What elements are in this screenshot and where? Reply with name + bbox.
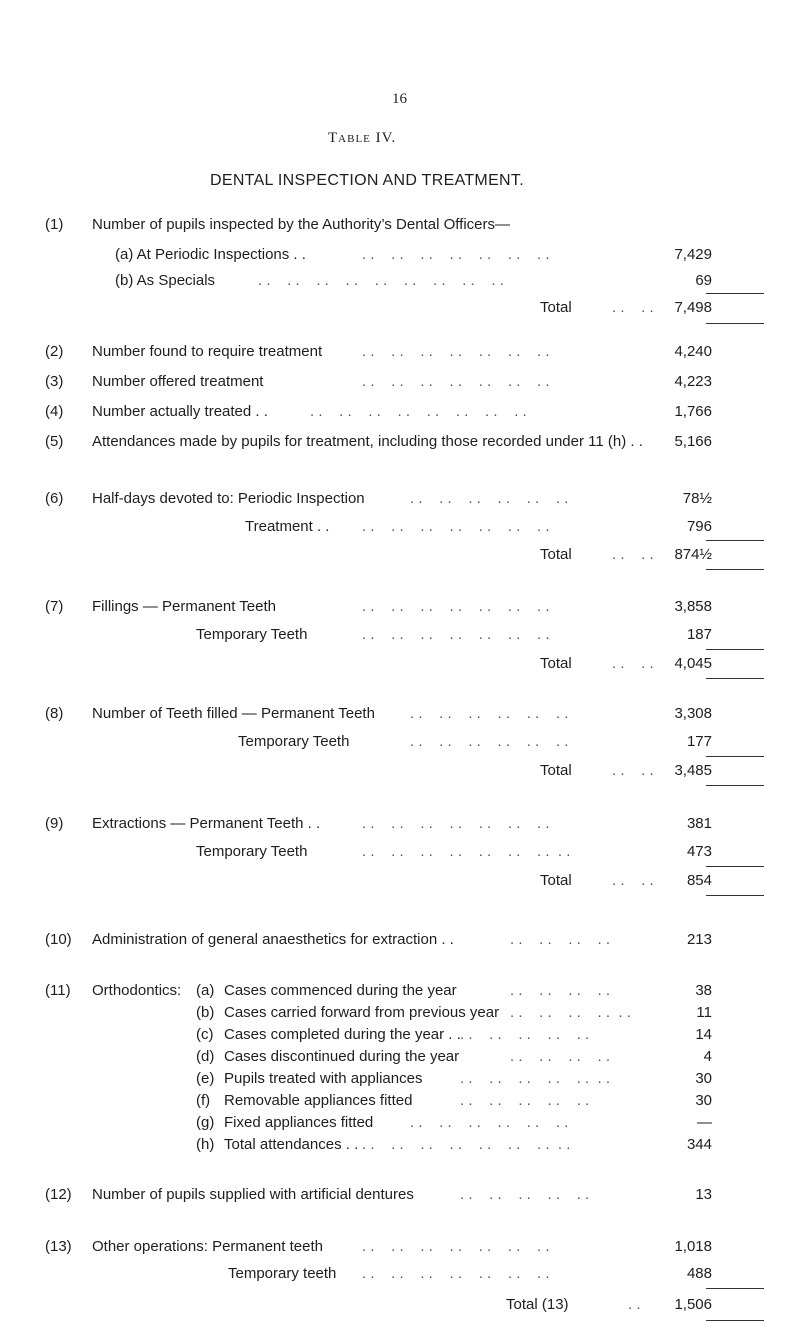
row-8-temporary [0, 733, 800, 755]
row-12 [0, 1186, 800, 1208]
total-label: Total [540, 546, 572, 563]
item-letter: (e) [196, 1070, 215, 1087]
row-value: 7,429 [674, 246, 712, 263]
total-rule [706, 569, 764, 570]
sum-rule [706, 649, 764, 650]
item-number: (2) [45, 343, 64, 360]
leader-dots: . . . . . . . . . . . . [460, 1070, 611, 1087]
row-11-d [0, 1048, 800, 1070]
leader-dots: . . . . [612, 872, 654, 889]
row-5 [0, 433, 800, 455]
row-value: 4,223 [674, 373, 712, 390]
row-label: (b) As Specials [115, 272, 216, 289]
item-label: Cases discontinued during the year [224, 1048, 460, 1065]
row-11-h [0, 1136, 800, 1158]
item-letter: (h) [196, 1136, 215, 1153]
row-value: 30 [695, 1092, 712, 1109]
total-value: 4,045 [674, 655, 712, 672]
sum-rule [706, 293, 764, 294]
item-number: (7) [45, 598, 64, 615]
row-value: 4 [703, 1048, 712, 1065]
total-label: Total (13) [506, 1296, 569, 1313]
row-1-total [0, 299, 800, 321]
row-value: 11 [696, 1004, 712, 1021]
row-11-g [0, 1114, 800, 1136]
leader-dots: . . . . . . . . . . [460, 1092, 590, 1109]
row-13-total [0, 1296, 800, 1318]
leader-dots: . . . . . . . . . . . . [410, 490, 569, 507]
leader-dots: . . . . . . . . . . . . . . . . . . [258, 272, 504, 289]
row-label: Number offered treatment [92, 373, 264, 390]
total-label: Total [540, 655, 572, 672]
row-label: Number actually treated . . [92, 403, 268, 420]
total-value: 1,506 [674, 1296, 712, 1313]
total-rule [706, 785, 764, 786]
row-label: Temporary Teeth [196, 626, 308, 643]
item-number: (12) [45, 1186, 72, 1203]
item-number: (10) [45, 931, 72, 948]
row-9 [0, 815, 800, 837]
row-2 [0, 343, 800, 365]
item-letter: (a) [196, 982, 215, 999]
leader-dots: . . . . . . . . . . . . . . . . [362, 843, 571, 860]
leader-dots: . . . . [612, 546, 654, 563]
total-label: Total [540, 762, 572, 779]
item-label: Cases commenced during the year [224, 982, 457, 999]
row-9-temporary [0, 843, 800, 865]
row-value: 473 [686, 843, 712, 860]
row-13-temporary [0, 1265, 800, 1287]
row-value: 488 [686, 1265, 712, 1282]
leader-dots: . . . . [612, 299, 654, 316]
item-letter: (g) [196, 1114, 215, 1131]
leader-dots: . . . . . . . . . . . . . . [362, 598, 550, 615]
leader-dots: . . . . . . . . . . . . . . [362, 518, 550, 535]
leader-dots: . . . . . . . . . . . . [410, 705, 569, 722]
total-rule [706, 678, 764, 679]
row-value: 3,308 [674, 705, 712, 722]
row-label: Administration of general anaesthetics for extraction . . [92, 931, 454, 948]
row-value: 14 [695, 1026, 712, 1043]
item-label: Pupils treated with appliances [224, 1070, 423, 1087]
row-label: Other operations: Permanent teeth [92, 1238, 323, 1255]
leader-dots: . . . . . . . . . . [460, 1186, 590, 1203]
total-value: 854 [686, 872, 712, 889]
item-letter: (b) [196, 1004, 215, 1021]
row-label: Number of pupils inspected by the Authority’s Dental Officers— [92, 216, 510, 233]
row-label: Temporary teeth [228, 1265, 337, 1282]
row-4 [0, 403, 800, 425]
table-title: Table IV. [328, 130, 397, 146]
row-1-header [0, 216, 800, 238]
row-label: Extractions — Permanent Teeth . . [92, 815, 321, 832]
row-label: Treatment . . [245, 518, 330, 535]
item-number: (13) [45, 1238, 72, 1255]
item-number: (4) [45, 403, 64, 420]
row-value: 5,166 [674, 433, 712, 450]
row-6 [0, 490, 800, 512]
item-number: (11) [45, 982, 71, 999]
row-value: 78½ [682, 490, 712, 507]
row-label: Number of Teeth filled — Permanent Teeth [92, 705, 375, 722]
row-7 [0, 598, 800, 620]
row-11-c [0, 1026, 800, 1048]
leader-dots: . . . . . . . . . . . . . . [362, 1238, 550, 1255]
leader-dots: . . . . . . . . [510, 931, 611, 948]
leader-dots: . . . . . . . . . . . . . . [362, 626, 550, 643]
leader-dots: . . . . . . . . . . . . . . [362, 246, 550, 263]
row-10 [0, 931, 800, 953]
item-label: Cases completed during the year . . [224, 1026, 461, 1043]
leader-dots: . . . . [612, 762, 654, 779]
item-number: (1) [45, 216, 64, 233]
leader-dots: . . [628, 1296, 641, 1313]
leader-dots: . . . . . . . . . . . . [410, 733, 569, 750]
item-label: Cases carried forward from previous year [224, 1004, 500, 1021]
leader-dots: . . . . . . . . . . . . . . . . [310, 403, 527, 420]
row-6-total [0, 546, 800, 568]
row-label: (a) At Periodic Inspections . . [115, 246, 306, 263]
row-13 [0, 1238, 800, 1260]
row-value: 344 [686, 1136, 712, 1153]
row-11-f [0, 1092, 800, 1114]
row-7-temporary [0, 626, 800, 648]
sum-rule [706, 1288, 764, 1289]
row-9-total [0, 872, 800, 894]
row-value: 796 [686, 518, 712, 535]
row-value: 177 [686, 733, 712, 750]
item-label: Removable appliances fitted [224, 1092, 413, 1109]
total-rule [706, 323, 764, 324]
item-label: Total attendances . . [224, 1136, 359, 1153]
row-8 [0, 705, 800, 727]
row-value: 69 [695, 272, 712, 289]
total-rule [706, 895, 764, 896]
row-value: 213 [686, 931, 712, 948]
leader-dots: . . . . . . . . . . . . . . [362, 343, 550, 360]
total-value: 3,485 [674, 762, 712, 779]
item-number: (5) [45, 433, 64, 450]
row-7-total [0, 655, 800, 677]
row-1b [0, 272, 800, 294]
row-value: 13 [695, 1186, 712, 1203]
item-label: Fixed appliances fitted [224, 1114, 374, 1131]
row-value: 30 [695, 1070, 712, 1087]
item-letter: (f) [196, 1092, 211, 1109]
row-label: Temporary Teeth [196, 843, 308, 860]
row-11-b [0, 1004, 800, 1026]
leader-dots: . . . . . . . . . . [510, 1004, 631, 1021]
item-letter: (d) [196, 1048, 215, 1065]
row-label: Number of pupils supplied with artificial dentures [92, 1186, 414, 1203]
row-value: 3,858 [674, 598, 712, 615]
sum-rule [706, 866, 764, 867]
leader-dots: . . . . . . . . . . [460, 1026, 590, 1043]
item-letter: (c) [196, 1026, 214, 1043]
row-value: 4,240 [674, 343, 712, 360]
leader-dots: . . . . . . . . . . . . . . [362, 1265, 550, 1282]
leader-dots: . . . . . . . . . . . . . . [362, 815, 550, 832]
leader-dots: . . . . [612, 655, 654, 672]
row-value: 187 [686, 626, 712, 643]
sum-rule [706, 540, 764, 541]
row-value: 381 [686, 815, 712, 832]
leader-dots: . . . . . . . . [510, 1048, 611, 1065]
sum-rule [706, 756, 764, 757]
row-11-e [0, 1070, 800, 1092]
row-3 [0, 373, 800, 395]
total-rule [706, 1320, 764, 1321]
row-label: Fillings — Permanent Teeth [92, 598, 276, 615]
row-label: Temporary Teeth [238, 733, 350, 750]
leader-dots: . . . . . . . . [510, 982, 611, 999]
total-label: Total [540, 299, 572, 316]
row-value: 38 [695, 982, 712, 999]
row-11-a [0, 982, 800, 1004]
item-number: (6) [45, 490, 64, 507]
item-number: (9) [45, 815, 64, 832]
leader-dots: . . . . . . . . . . . . . . [362, 373, 550, 390]
leader-dots: . . . . . . . . . . . . [410, 1114, 569, 1131]
total-value: 7,498 [674, 299, 712, 316]
row-value: 1,766 [674, 403, 712, 420]
row-8-total [0, 762, 800, 784]
row-label: Number found to require treatment [92, 343, 323, 360]
item-number: (8) [45, 705, 64, 722]
item-number: (3) [45, 373, 64, 390]
row-label: Half-days devoted to: Periodic Inspection [92, 490, 365, 507]
page-number: 16 [392, 91, 407, 107]
total-value: 874½ [674, 546, 712, 563]
row-label: Attendances made by pupils for treatment, including those recorded under 11 (h) . . [92, 433, 643, 450]
total-label: Total [540, 872, 572, 889]
row-1a [0, 246, 800, 268]
row-6-treatment [0, 518, 800, 540]
row-label: Orthodontics: [92, 982, 182, 999]
section-heading: DENTAL INSPECTION AND TREATMENT. [210, 172, 524, 189]
leader-dots: . . . . . . . . . . . . . . . . [362, 1136, 571, 1153]
row-value: 1,018 [674, 1238, 712, 1255]
row-value: — [697, 1114, 712, 1131]
